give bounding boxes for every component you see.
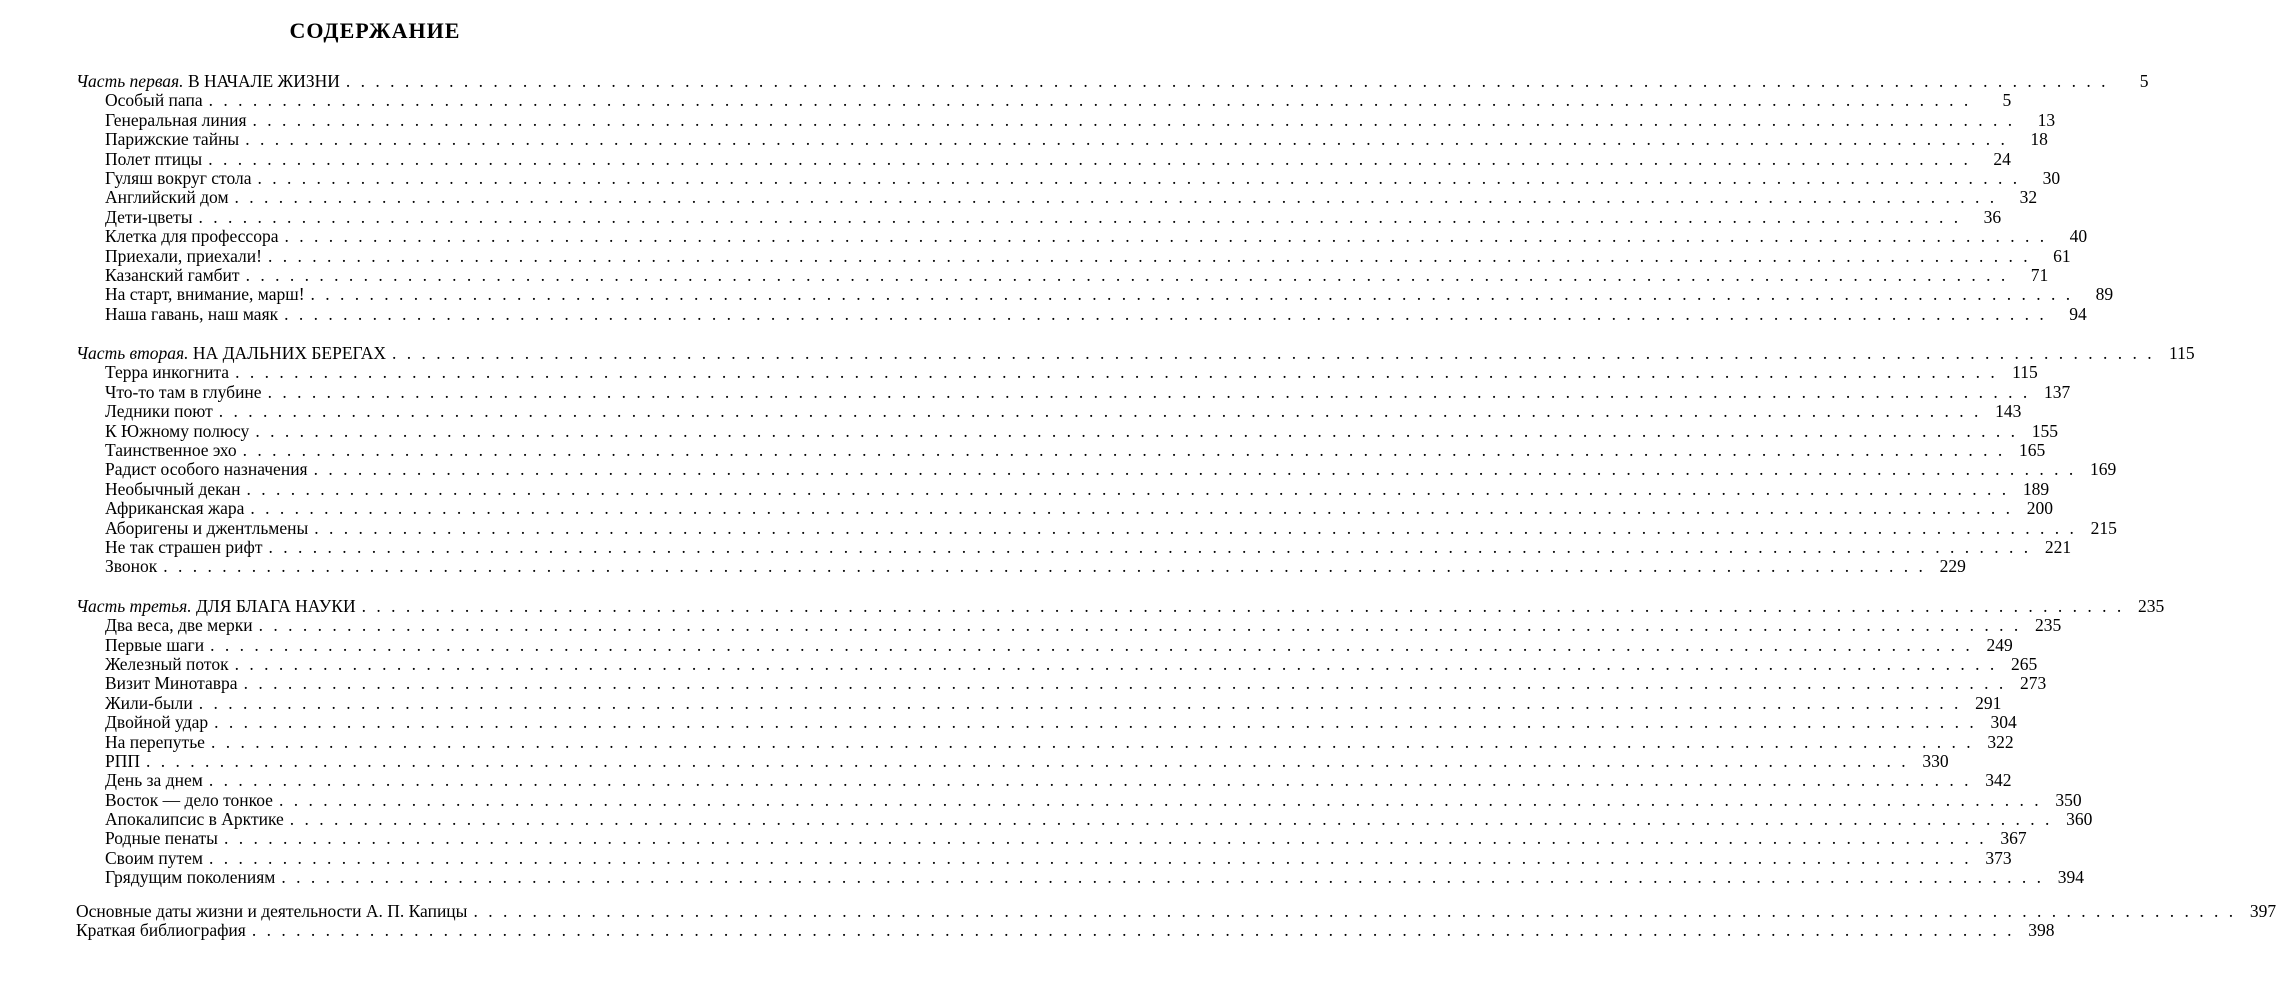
leader-dots: . . . . . . . . . . . . . . . . . . . . . . . . . . . . . . . . . . . . . . . . . . . . . . . . . . . . . . . . . . . . . . . . . . . . . . . . . . . . . . . . . . . . . . . . . . . . . . . . . . . . . . . . . . . . . . . . . . . . . . . . [289,809,2053,830]
leader-dots: . . . . . . . . . . . . . . . . . . . . . . . . . . . . . . . . . . . . . . . . . . . . . . . . . . . . . . . . . . . . . . . . . . . . . . . . . . . . . . . . . . . . . . . . . . . . . . . . . . . . . . . . . . . . . . . . . . . . . . . . [234,187,1998,208]
page-number: 360 [2066,809,2093,830]
leader-dots: . . . . . . . . . . . . . . . . . . . . . . . . . . . . . . . . . . . . . . . . . . . . . . . . . . . . . . . . . . . . . . . . . . . . . . . . . . . . . . . . . . . . . . . . . . . . . . . . . . . . . . . . . . . . . . . . . . . . . . . . [284,226,2048,247]
leader-dots: . . . . . . . . . . . . . . . . . . . . . . . . . . . . . . . . . . . . . . . . . . . . . . . . . . . . . . . . . . . . . . . . . . . . . . . . . . . . . . . . . . . . . . . . . . . . . . . . . . . . . . . . . . . . . . . . . . . . . . . . [252,109,2016,130]
chapter-entry[interactable] [76,381,2071,402]
chapter-list [76,90,2114,324]
leader-dots: . . . . . . . . . . . . . . . . . . . . . . . . . . . . . . . . . . . . . . . . . . . . . . . . . . . . . . . . . . . . . . . . . . . . . . . . . . . . . . . . . . . . . . . . . . . . . . . . . . . . . . . . . . . . . . . . . . . . . . . . [198,206,1962,227]
page-number: 397 [2249,900,2276,921]
chapter-label: Необычный декан [105,478,241,499]
page-number: 221 [2044,536,2072,557]
chapter-entry[interactable] [76,362,2038,383]
page-number: 155 [2031,420,2058,441]
page-number: 169 [2089,459,2117,480]
page-number: 165 [2018,440,2046,461]
chapter-entry[interactable] [76,615,2062,636]
chapter-entry[interactable] [76,478,2050,499]
chapter-label: Грядущим поколениям [105,867,276,888]
chapter-label: Восток — дело тонкое [105,789,273,810]
toc-part-3 [76,595,2165,888]
part-name: НА ДАЛЬНИХ БЕРЕГАХ [192,343,387,364]
chapter-label: Таинственное эхо [105,440,237,461]
chapter-list [76,362,2117,577]
appendix-entry[interactable] [76,900,2276,921]
chapter-entry[interactable] [76,167,2061,188]
page-number: 5 [2002,90,2012,111]
chapter-label: К Южному полюсу [105,420,250,441]
page-number: 398 [2028,920,2055,941]
leader-dots: . . . . . . . . . . . . . . . . . . . . . . . . . . . . . . . . . . . . . . . . . . . . . . . . . . . . . . . . . . . . . . . . . . . . . . . . . . . . . . . . . . . . . . . . . . . . . . . . . . . . . . . . . . . . . . . . . . . . . . . . [258,615,2022,636]
chapter-entry[interactable] [76,401,2022,422]
page-number: 13 [2037,109,2056,130]
part-heading[interactable] [76,343,2195,364]
leader-dots: . . . . . . . . . . . . . . . . . . . . . . . . . . . . . . . . . . . . . . . . . . . . . . . . . . . . . . . . . . . . . . . . . . . . . . . . . . . . . . . . . . . . . . . . . . . . . . . . . . . . . . . . . . . . . . . . . . . . . . . . [208,770,1972,791]
page-number: 342 [1985,770,2012,791]
chapter-entry[interactable] [76,420,2058,441]
chapter-entry[interactable] [76,809,2093,830]
leader-dots: . . . . . . . . . . . . . . . . . . . . . . . . . . . . . . . . . . . . . . . . . . . . . . . . . . . . . . . . . . . . . . . . . . . . . . . . . . . . . . . . . . . . . . . . . . . . . . . . . . . . . . . . . . . . . . . . . . . . . . . . [210,634,1973,655]
page-number: 394 [2057,867,2084,888]
chapter-label: Первые шаги [105,634,205,655]
page-number: 265 [2010,653,2038,674]
entry-label: Краткая библиография [76,920,246,941]
page-number: 115 [2169,343,2195,364]
page-number: 18 [2030,129,2048,150]
leader-dots: . . . . . . . . . . . . . . . . . . . . . . . . . . . . . . . . . . . . . . . . . . . . . . . . . . . . . . . . . . . . . . . . . . . . . . . . . . . . . . . . . . . . . . . . . . . . . . . . . . . . . . . . . . . . . . . . . . . . . . . . [209,847,1972,868]
page-number: 322 [1987,731,2014,752]
leader-dots: . . . . . . . . . . . . . . . . . . . . . . . . . . . . . . . . . . . . . . . . . . . . . . . . . . . . . . . . . . . . . . . . . . . . . . . . . . . . . . . . . . . . . . . . . . . . . . . . . . . . . . . . . . . . . . . . . . . . . . . . [246,478,2010,499]
leader-dots: . . . . . . . . . . . . . . . . . . . . . . . . . . . . . . . . . . . . . . . . . . . . . . . . . . . . . . . . . . . . . . . . . . . . . . . . . . . . . . . . . . . . . . . . . . . . . . . . . . . . . . . . . . . . . . . . . . . . . . . . [345,71,2109,91]
page-number: 5 [2139,71,2149,91]
leader-dots: . . . . . . . . . . . . . . . . . . . . . . . . . . . . . . . . . . . . . . . . . . . . . . . . . . . . . . . . . . . . . . . . . . . . . . . . . . . . . . . . . . . . . . . . . . . . . . . . . . . . . . . . . . . . . . . . . . . . . . . . [243,673,2007,694]
leader-dots: . . . . . . . . . . . . . . . . . . . . . . . . . . . . . . . . . . . . . . . . . . . . . . . . . . . . . . . . . . . . . . . . . . . . . . . . . . . . . . . . . . . . . . . . . . . . . . . . . . . . . . . . . . . . . . . . . . . . . . . . [250,498,2013,519]
page-number: 215 [2090,517,2117,538]
leader-dots: . . . . . . . . . . . . . . . . . . . . . . . . . . . . . . . . . . . . . . . . . . . . . . . . . . . . . . . . . . . . . . . . . . . . . . . . . . . . . . . . . . . . . . . . . . . . . . . . . . . . . . . . . . . . . . . . . . . . . . . . [235,362,1998,383]
page-number: 71 [2030,264,2049,285]
chapter-label: РПП [105,750,141,771]
chapter-entry[interactable] [76,712,2017,733]
chapter-label: Своим путем [105,847,203,868]
chapter-label: Визит Минотавра [105,673,238,694]
leader-dots: . . . . . . . . . . . . . . . . . . . . . . . . . . . . . . . . . . . . . . . . . . . . . . . . . . . . . . . . . . . . . . . . . . . . . . . . . . . . . . . . . . . . . . . . . . . . . . . . . . . . . . . . . . . . . . . . . . . . . . . . [198,692,1962,713]
page-number: 330 [1922,750,1949,771]
part-prefix: Часть первая. [76,71,184,91]
leader-dots: . . . . . . . . . . . . . . . . . . . . . . . . . . . . . . . . . . . . . . . . . . . . . . . . . . . . . . . . . . . . . . . . . . . . . . . . . . . . . . . . . . . . . . . . . . . . . . . . . . . . . . . . . . . . . . . . . . . . . . . . [281,867,2044,888]
leader-dots: . . . . . . . . . . . . . . . . . . . . . . . . . . . . . . . . . . . . . . . . . . . . . . . . . . . . . . . . . . . . . . . . . . . . . . . . . . . . . . . . . . . . . . . . . . . . . . . . . . . . . . . . . . . . . . . . . . . . . . . . [251,920,2015,941]
page-number: 40 [2069,226,2088,247]
page-number: 30 [2042,167,2061,188]
chapter-label: Звонок [105,556,158,577]
chapter-entry[interactable] [76,206,2002,227]
chapter-entry[interactable] [76,459,2117,480]
page-title: СОДЕРЖАНИЕ [289,18,461,43]
chapter-entry[interactable] [76,536,2072,557]
appendix-entry[interactable] [76,920,2055,941]
chapter-label: Клетка для профессора [105,226,279,247]
leader-dots: . . . . . . . . . . . . . . . . . . . . . . . . . . . . . . . . . . . . . . . . . . . . . . . . . . . . . . . . . . . . . . . . . . . . . . . . . . . . . . . . . . . . . . . . . . . . . . . . . . . . . . . . . . . . . . . . . . . . . . . . [255,420,2018,441]
leader-dots: . . . . . . . . . . . . . . . . . . . . . . . . . . . . . . . . . . . . . . . . . . . . . . . . . . . . . . . . . . . . . . . . . . . . . . . . . . . . . . . . . . . . . . . . . . . . . . . . . . . . . . . . . . . . . . . . . . . . . . . . [245,264,2009,285]
chapter-entry[interactable] [76,440,2046,461]
chapter-entry[interactable] [76,731,2014,752]
page-number: 89 [2095,284,2114,305]
leader-dots: . . . . . . . . . . . . . . . . . . . . . . . . . . . . . . . . . . . . . . . . . . . . . . . . . . . . . . . . . . . . . . . . . . . . . . . . . . . . . . . . . . . . . . . . . . . . . . . . . . . . . . . . . . . . . . . . . . . . . . . . [268,536,2032,557]
leader-dots: . . . . . . . . . . . . . . . . . . . . . . . . . . . . . . . . . . . . . . . . . . . . . . . . . . . . . . . . . . . . . . . . . . . . . . . . . . . . . . . . . . . . . . . . . . . . . . . . . . . . . . . . . . . . . . . . . . . . . . . . [473,900,2237,921]
chapter-entry[interactable] [76,264,2049,285]
page-number: 32 [2019,187,2038,208]
chapter-label: На старт, внимание, марш! [105,284,305,305]
chapter-entry[interactable] [76,789,2082,810]
chapter-label: Английский дом [105,187,229,208]
page-number: 143 [1995,401,2022,422]
chapter-list [76,615,2093,888]
page-number: 229 [1939,556,1966,577]
chapter-entry[interactable] [76,90,2012,111]
chapter-entry[interactable] [76,750,1949,771]
chapter-entry[interactable] [76,673,2047,694]
chapter-label: Полет птицы [105,148,203,169]
page-number: 273 [2019,673,2047,694]
page-number: 94 [2069,303,2087,324]
toc-part-2 [76,343,2195,577]
page-number: 137 [2043,381,2071,402]
leader-dots: . . . . . . . . . . . . . . . . . . . . . . . . . . . . . . . . . . . . . . . . . . . . . . . . . . . . . . . . . . . . . . . . . . . . . . . . . . . . . . . . . . . . . . . . . . . . . . . . . . . . . . . . . . . . . . . . . . . . . . . . [313,459,2077,480]
chapter-label: Радист особого назначения [105,459,308,480]
chapter-label: Наша гавань, наш маяк [105,303,279,324]
chapter-label: Парижские тайны [105,129,240,150]
table-of-contents [76,71,2276,941]
chapter-label: Что-то там в глубине [105,381,262,402]
chapter-label: На перепутье [105,731,205,752]
leader-dots: . . . . . . . . . . . . . . . . . . . . . . . . . . . . . . . . . . . . . . . . . . . . . . . . . . . . . . . . . . . . . . . . . . . . . . . . . . . . . . . . . . . . . . . . . . . . . . . . . . . . . . . . . . . . . . . . . . . . . . . . [314,517,2077,538]
leader-dots: . . . . . . . . . . . . . . . . . . . . . . . . . . . . . . . . . . . . . . . . . . . . . . . . . . . . . . . . . . . . . . . . . . . . . . . . . . . . . . . . . . . . . . . . . . . . . . . . . . . . . . . . . . . . . . . . . . . . . . . . [310,284,2074,305]
chapter-label: Приехали, приехали! [105,245,262,266]
chapter-entry[interactable] [76,692,2002,713]
leader-dots: . . . . . . . . . . . . . . . . . . . . . . . . . . . . . . . . . . . . . . . . . . . . . . . . . . . . . . . . . . . . . . . . . . . . . . . . . . . . . . . . . . . . . . . . . . . . . . . . . . . . . . . . . . . . . . . . . . . . . . . . [257,167,2021,188]
page-number: 350 [2055,789,2082,810]
chapter-label: Не так страшен рифт [105,536,263,557]
page-number: 24 [1993,148,2011,169]
chapter-entry[interactable] [76,770,2012,791]
chapter-entry[interactable] [76,653,2038,674]
part-name: ДЛЯ БЛАГА НАУКИ [195,595,356,616]
chapter-entry[interactable] [76,226,2088,247]
chapter-entry[interactable] [76,828,2027,849]
chapter-entry[interactable] [76,109,2056,130]
chapter-entry[interactable] [76,187,2038,208]
leader-dots: . . . . . . . . . . . . . . . . . . . . . . . . . . . . . . . . . . . . . . . . . . . . . . . . . . . . . . . . . . . . . . . . . . . . . . . . . . . . . . . . . . . . . . . . . . . . . . . . . . . . . . . . . . . . . . . . . . . . . . . . [218,401,1982,422]
page-number: 189 [2022,478,2050,499]
part-prefix: Часть вторая. [76,343,189,364]
chapter-label: Двойной удар [105,712,209,733]
leader-dots: . . . . . . . . . . . . . . . . . . . . . . . . . . . . . . . . . . . . . . . . . . . . . . . . . . . . . . . . . . . . . . . . . . . . . . . . . . . . . . . . . . . . . . . . . . . . . . . . . . . . . . . . . . . . . . . . . . . . . . . . [208,90,1972,111]
chapter-entry[interactable] [76,847,2012,868]
chapter-label: Африканская жара [105,498,245,519]
page-number: 200 [2026,498,2053,519]
page-number: 61 [2053,245,2071,266]
leader-dots: . . . . . . . . . . . . . . . . . . . . . . . . . . . . . . . . . . . . . . . . . . . . . . . . . . . . . . . . . . . . . . . . . . . . . . . . . . . . . . . . . . . . . . . . . . . . . . . . . . . . . . . . . . . . . . . . . . . . . . . . [242,440,2006,461]
chapter-entry[interactable] [76,129,2048,150]
chapter-entry[interactable] [76,148,2011,169]
toc-part-1 [76,71,2149,324]
chapter-label: Особый папа [105,90,203,111]
page-number: 235 [2137,595,2165,616]
leader-dots: . . . . . . . . . . . . . . . . . . . . . . . . . . . . . . . . . . . . . . . . . . . . . . . . . . . . . . . . . . . . . . . . . . . . . . . . . . . . . . . . . . . . . . . . . . . . . . . . . . . . . . . . . . . . . . . . . . . . . . . . [210,731,1974,752]
chapter-label: День за днем [105,770,203,791]
chapter-label: Жили-были [105,692,193,713]
leader-dots: . . . . . . . . . . . . . . . . . . . . . . . . . . . . . . . . . . . . . . . . . . . . . . . . . . . . . . . . . . . . . . . . . . . . . . . . . . . . . . . . . . . . . . . . . . . . . . . . . . . . . . . . . . . . . . . . . . . . . . . . [361,595,2125,616]
chapter-label: Терра инкогнита [105,362,230,383]
chapter-label: Гуляш вокруг стола [105,167,252,188]
leader-dots: . . . . . . . . . . . . . . . . . . . . . . . . . . . . . . . . . . . . . . . . . . . . . . . . . . . . . . . . . . . . . . . . . . . . . . . . . . . . . . . . . . . . . . . . . . . . . . . . . . . . . . . . . . . . . . . . . . . . . . . . [245,129,2008,150]
chapter-label: Казанский гамбит [105,264,240,285]
page-number: 115 [2012,362,2038,383]
chapter-label: Ледники поют [105,401,213,422]
leader-dots: . . . . . . . . . . . . . . . . . . . . . . . . . . . . . . . . . . . . . . . . . . . . . . . . . . . . . . . . . . . . . . . . . . . . . . . . . . . . . . . . . . . . . . . . . . . . . . . . . . . . . . . . . . . . . . . . . . . . . . . . [284,303,2047,324]
leader-dots: . . . . . . . . . . . . . . . . . . . . . . . . . . . . . . . . . . . . . . . . . . . . . . . . . . . . . . . . . . . . . . . . . . . . . . . . . . . . . . . . . . . . . . . . . . . . . . . . . . . . . . . . . . . . . . . . . . . . . . . . [163,556,1926,577]
part-heading[interactable] [76,71,2149,91]
chapter-entry[interactable] [76,867,2084,888]
leader-dots: . . . . . . . . . . . . . . . . . . . . . . . . . . . . . . . . . . . . . . . . . . . . . . . . . . . . . . . . . . . . . . . . . . . . . . . . . . . . . . . . . . . . . . . . . . . . . . . . . . . . . . . . . . . . . . . . . . . . . . . . [208,148,1971,169]
appendix-list [76,900,2276,941]
part-name: В НАЧАЛЕ ЖИЗНИ [187,71,340,91]
part-heading[interactable] [76,595,2165,616]
chapter-entry[interactable] [76,498,2053,519]
leader-dots: . . . . . . . . . . . . . . . . . . . . . . . . . . . . . . . . . . . . . . . . . . . . . . . . . . . . . . . . . . . . . . . . . . . . . . . . . . . . . . . . . . . . . . . . . . . . . . . . . . . . . . . . . . . . . . . . . . . . . . . . [234,653,1998,674]
leader-dots: . . . . . . . . . . . . . . . . . . . . . . . . . . . . . . . . . . . . . . . . . . . . . . . . . . . . . . . . . . . . . . . . . . . . . . . . . . . . . . . . . . . . . . . . . . . . . . . . . . . . . . . . . . . . . . . . . . . . . . . . [278,789,2042,810]
leader-dots: . . . . . . . . . . . . . . . . . . . . . . . . . . . . . . . . . . . . . . . . . . . . . . . . . . . . . . . . . . . . . . . . . . . . . . . . . . . . . . . . . . . . . . . . . . . . . . . . . . . . . . . . . . . . . . . . . . . . . . . . [392,343,2155,364]
page-number: 249 [1986,634,2013,655]
leader-dots: . . . . . . . . . . . . . . . . . . . . . . . . . . . . . . . . . . . . . . . . . . . . . . . . . . . . . . . . . . . . . . . . . . . . . . . . . . . . . . . . . . . . . . . . . . . . . . . . . . . . . . . . . . . . . . . . . . . . . . . . [267,381,2031,402]
leader-dots: . . . . . . . . . . . . . . . . . . . . . . . . . . . . . . . . . . . . . . . . . . . . . . . . . . . . . . . . . . . . . . . . . . . . . . . . . . . . . . . . . . . . . . . . . . . . . . . . . . . . . . . . . . . . . . . . . . . . . . . . [223,828,1987,849]
page-number: 36 [1983,206,2002,227]
page-number: 291 [1975,692,2002,713]
leader-dots: . . . . . . . . . . . . . . . . . . . . . . . . . . . . . . . . . . . . . . . . . . . . . . . . . . . . . . . . . . . . . . . . . . . . . . . . . . . . . . . . . . . . . . . . . . . . . . . . . . . . . . . . . . . . . . . . . . . . . . . . [267,245,2031,266]
page-number: 235 [2035,615,2062,636]
entry-label: Основные даты жизни и деятельности А. П. Капицы [76,900,468,921]
part-prefix: Часть третья. [76,595,192,616]
leader-dots: . . . . . . . . . . . . . . . . . . . . . . . . . . . . . . . . . . . . . . . . . . . . . . . . . . . . . . . . . . . . . . . . . . . . . . . . . . . . . . . . . . . . . . . . . . . . . . . . . . . . . . . . . . . . . . . . . . . . . . . . [146,750,1909,771]
chapter-entry[interactable] [76,284,2114,305]
chapter-label: Апокалипсис в Арктике [105,809,284,830]
chapter-entry[interactable] [76,303,2087,324]
chapter-entry[interactable] [76,245,2071,266]
chapter-entry[interactable] [76,517,2117,538]
chapter-label: Аборигены и джентльмены [105,517,309,538]
chapter-entry[interactable] [76,634,2013,655]
chapter-label: Дети-цветы [105,206,193,227]
leader-dots: . . . . . . . . . . . . . . . . . . . . . . . . . . . . . . . . . . . . . . . . . . . . . . . . . . . . . . . . . . . . . . . . . . . . . . . . . . . . . . . . . . . . . . . . . . . . . . . . . . . . . . . . . . . . . . . . . . . . . . . . [214,712,1977,733]
page-number: 304 [1990,712,2017,733]
chapter-label: Железный поток [105,653,229,674]
chapter-label: Генеральная линия [105,109,247,130]
page-number: 373 [1985,847,2012,868]
chapter-entry[interactable] [76,556,1966,577]
chapter-label: Два веса, две мерки [105,615,253,636]
chapter-label: Родные пенаты [105,828,218,849]
page-number: 367 [2000,828,2027,849]
